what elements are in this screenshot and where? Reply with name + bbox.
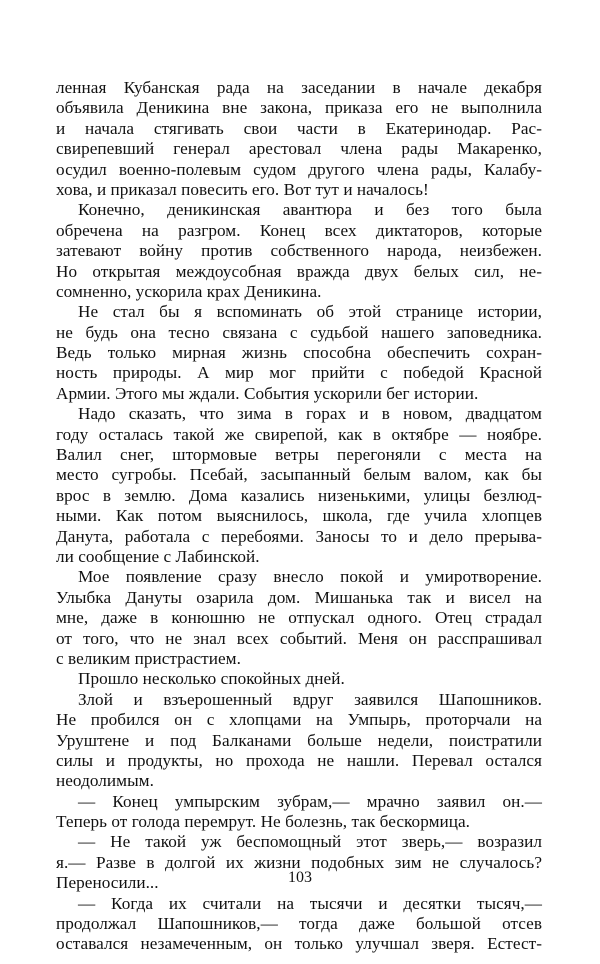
text-line: с великим пристрастием. <box>56 648 241 668</box>
text-line: ность природы. А мир мог прийти с победой Красной <box>56 363 542 383</box>
text-line: затевают войну против собственного народа, неизбежен. <box>56 241 542 261</box>
text-line: Теперь от голода перемрут. Не болезнь, так бескормица. <box>56 812 471 832</box>
text-line: Прошло несколько спокойных дней. <box>78 669 345 689</box>
text-line: Ведь только мирная жизнь способна обеспечить сохран- <box>56 343 542 363</box>
text-line: Уруштене и под Балканами больше недели, поистратили <box>56 730 542 750</box>
text-line: ленная Кубанская рада на заседании в начале декабря <box>56 78 542 97</box>
text-line: Данута, работала с перебоями. Заносы то и дело прерыва- <box>56 526 542 546</box>
text-line: Валил снег, штормовые ветры перегоняли с места на <box>56 445 542 465</box>
text-line: мне, даже в конюшню не отпускал одного. Отец страдал <box>56 608 542 628</box>
text-line: хова, и приказал повесить его. Вот тут и началось! <box>56 179 429 199</box>
text-line: Улыбка Дануты озарила дом. Мишанька так и висел на <box>56 587 542 607</box>
text-line: оставался незамеченным, он только улучшал зверя. Естест- <box>56 934 542 954</box>
text-line: — Когда их считали на тысячи и десятки тысяч,— <box>78 893 542 913</box>
text-line: не будь она тесно связана с судьбой нашего заповедника. <box>56 322 542 342</box>
text-line: Мое появление сразу внесло покой и умиротворение. <box>78 567 542 587</box>
text-line: Злой и взъерошенный вдруг заявился Шапошников. <box>78 689 542 709</box>
text-line: врос в землю. Дома казались низенькими, улицы безлюд- <box>56 485 542 505</box>
text-line: неодолимым. <box>56 771 154 791</box>
text-line: — Не такой уж беспомощный этот зверь,— возразил <box>78 832 542 852</box>
text-line: объявила Деникина вне закона, приказа его не выполнила <box>56 98 542 118</box>
text-line: Не пробился он с хлопцами на Умпырь, проторчали на <box>56 710 542 730</box>
text-line: ными. Как потом выяснилось, школа, где учила хлопцев <box>56 506 542 526</box>
text-line: сомненно, ускорила крах Деникина. <box>56 281 322 301</box>
text-line: силы и продукты, но прохода не нашли. Перевал остался <box>56 750 542 770</box>
text-line: Но открытая междоусобная вражда двух белых сил, не- <box>56 261 542 281</box>
text-line: Не стал бы я вспоминать об этой странице истории, <box>78 302 542 322</box>
page-body-text <box>56 78 542 955</box>
text-line: продолжал Шапошников,— тогда даже большой отсев <box>56 914 542 934</box>
text-line: и начала стягивать свои части в Екатеринодар. Рас- <box>56 118 542 138</box>
page-number: 103 <box>288 869 312 886</box>
text-line: обречена на разгром. Конец всех диктаторов, которые <box>56 220 542 240</box>
text-line: Переносили... <box>56 873 159 893</box>
text-line: место сугробы. Псебай, засыпанный белым валом, как бы <box>56 465 542 485</box>
text-line: я.— Разве в долгой их жизни подобных зим не случалось? <box>56 852 542 872</box>
text-line: ли сообщение с Лабинской. <box>56 546 260 566</box>
text-line: году осталась такой же свирепой, как в октябре — ноябре. <box>56 424 542 444</box>
text-line: — Конец умпырским зубрам,— мрачно заявил он.— <box>78 791 542 811</box>
text-line: осудил военно-полевым судом другого члена рады, Калабу- <box>56 159 542 179</box>
text-line: Надо сказать, что зима в горах и в новом, двадцатом <box>78 404 542 424</box>
text-line: Конечно, деникинская авантюра и без того была <box>78 200 542 220</box>
text-line: свирепевший генерал арестовал члена рады Макаренко, <box>56 139 542 159</box>
text-line: от того, что не знал всех событий. Меня он расспрашивал <box>56 628 542 648</box>
text-line: Армии. Этого мы ждали. События ускорили бег истории. <box>56 383 479 403</box>
